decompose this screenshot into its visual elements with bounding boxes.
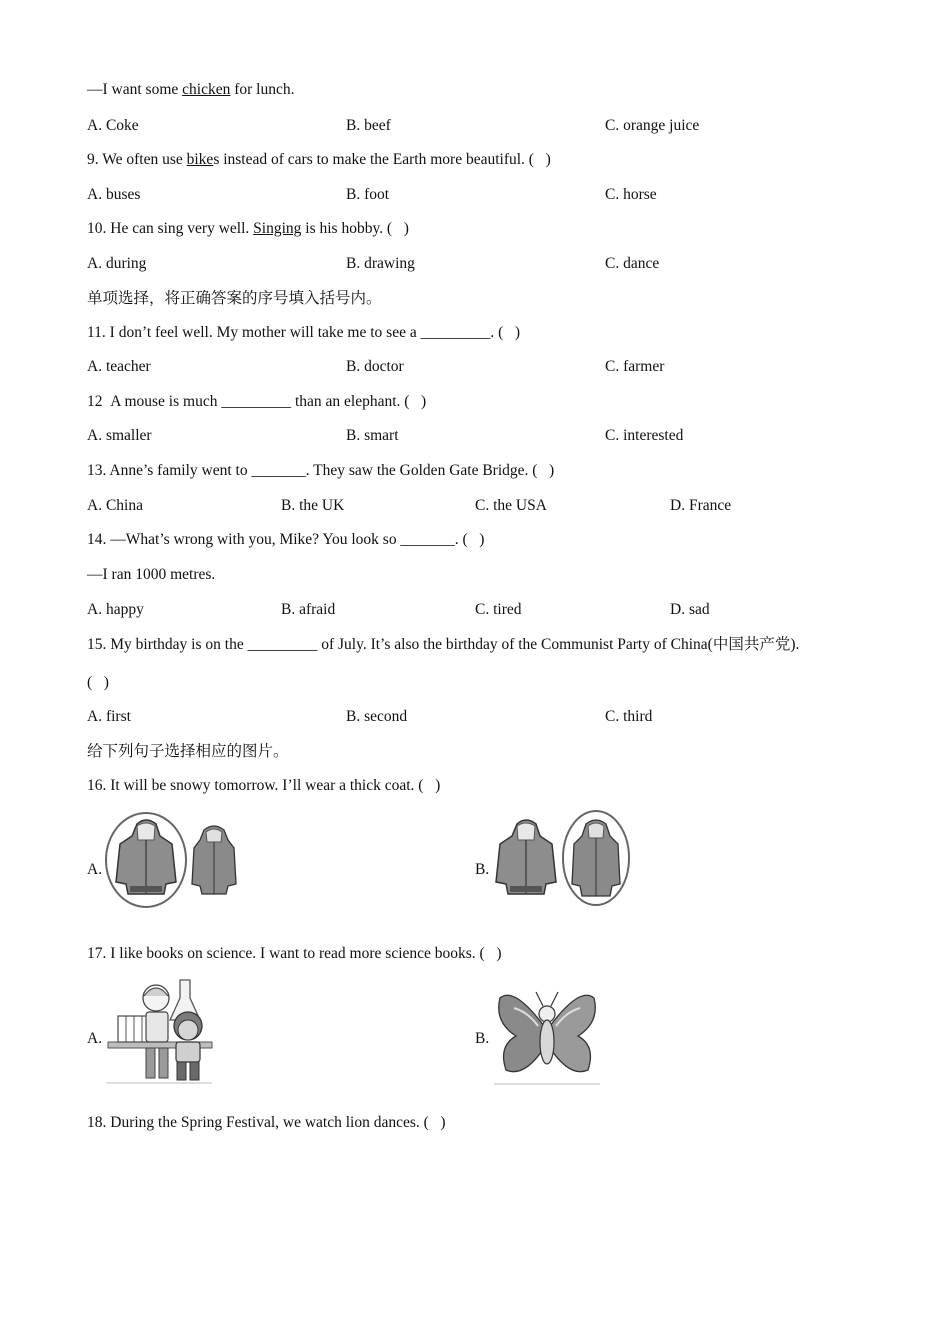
q16-option-a-coat-image[interactable]: [104, 810, 239, 910]
q12-option-a: A. smaller: [87, 427, 152, 444]
q14-stem: 14. —What’s wrong with you, Mike? You look so _______. ( ): [87, 531, 485, 548]
q11-option-b: B. doctor: [346, 358, 404, 375]
q17-stem: 17. I like books on science. I want to read more science books. ( ): [87, 945, 502, 962]
q8-answer-line: —I want some chicken for lunch.: [87, 81, 295, 98]
underlined-word: Singing: [253, 220, 302, 237]
q15-option-a: A. first: [87, 708, 131, 725]
q14-option-d: D. sad: [670, 601, 710, 618]
q12-option-b: B. smart: [346, 427, 399, 444]
q14-reply: —I ran 1000 metres.: [87, 566, 216, 583]
q8-option-a: A. Coke: [87, 117, 139, 134]
q9-option-c: C. horse: [605, 186, 657, 203]
q17-option-a-science-kids-image[interactable]: [104, 976, 214, 1086]
q15-stem: 15. My birthday is on the _________ of July. It’s also the birthday of the Communist Party of China(中国共产党).: [87, 636, 800, 653]
q15-option-b: B. second: [346, 708, 408, 725]
q12-stem: 12 A mouse is much _________ than an elephant. ( ): [87, 393, 427, 410]
q10-option-b: B. drawing: [346, 255, 415, 272]
q14-option-a: A. happy: [87, 601, 144, 618]
q11-stem: 11. I don’t feel well. My mother will take me to see a _________. ( ): [87, 324, 521, 341]
q15-bracket: ( ): [87, 674, 109, 691]
q9-option-b: B. foot: [346, 186, 390, 203]
q10-option-c: C. dance: [605, 255, 660, 272]
q12-option-c: C. interested: [605, 427, 684, 444]
q13-stem: 13. Anne’s family went to _______. They saw the Golden Gate Bridge. ( ): [87, 462, 555, 479]
q14-option-b: B. afraid: [281, 601, 336, 618]
q10-option-a: A. during: [87, 255, 147, 272]
q16-stem: 16. It will be snowy tomorrow. I’ll wear a thick coat. ( ): [87, 777, 441, 794]
q13-option-c: C. the USA: [475, 497, 547, 514]
underlined-word: bike: [186, 151, 214, 168]
q18-stem: 18. During the Spring Festival, we watch lion dances. ( ): [87, 1114, 446, 1131]
q13-option-a: A. China: [87, 497, 143, 514]
q9-option-a: A. buses: [87, 186, 141, 203]
q11-option-a: A. teacher: [87, 358, 151, 375]
q8-option-c: C. orange juice: [605, 117, 700, 134]
q14-option-c: C. tired: [475, 601, 522, 618]
q8-option-b: B. beef: [346, 117, 391, 134]
q13-option-b: B. the UK: [281, 497, 345, 514]
q17-option-b-butterfly-image[interactable]: [494, 986, 600, 1086]
q17-option-b-label: B.: [475, 1030, 490, 1047]
q15-option-c: C. third: [605, 708, 653, 725]
underlined-word: chicken: [182, 81, 231, 98]
section-title-single-choice: 单项选择，将正确答案的序号填入括号内。: [87, 290, 382, 307]
q10-stem: 10. He can sing very well. Singing is his hobby. ( ): [87, 220, 409, 237]
q9-stem: 9. We often use bikes instead of cars to make the Earth more beautiful. ( ): [87, 151, 551, 168]
section-title-match-picture: 给下列句子选择相应的图片。: [87, 743, 289, 760]
q16-option-a-label: A.: [87, 861, 103, 878]
q17-option-a-label: A.: [87, 1030, 103, 1047]
q16-option-b-label: B.: [475, 861, 490, 878]
q11-option-c: C. farmer: [605, 358, 665, 375]
q13-option-d: D. France: [670, 497, 732, 514]
q16-option-b-coat-image[interactable]: [494, 808, 634, 910]
